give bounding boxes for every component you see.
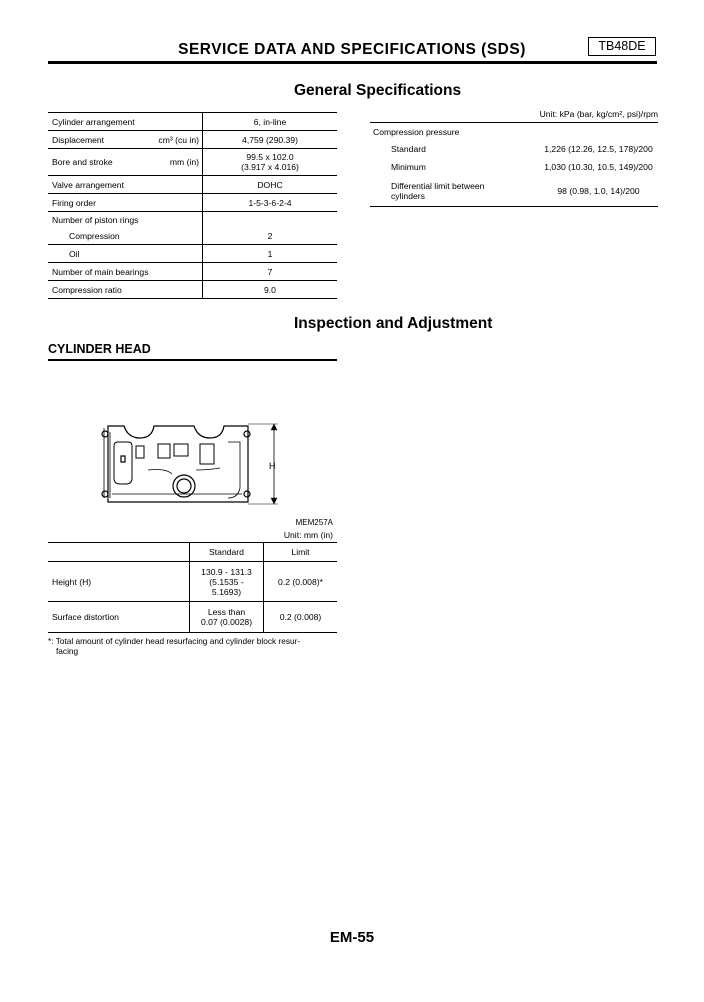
standard-value-cell [190, 602, 264, 633]
spec-unit: cm³ (cu in) [158, 134, 199, 145]
spec-value: 1-5-3-6-2-4 [203, 194, 338, 212]
spec-label: Compression [48, 228, 203, 245]
standard-value: 130.9 - 131.3 [201, 566, 252, 577]
limit-value: 0.2 (0.008)* [264, 562, 338, 602]
general-specifications-heading: General Specifications [294, 82, 462, 99]
table-row [48, 149, 337, 176]
spec-label: Compression ratio [48, 281, 203, 299]
cylinder-head-figure [88, 418, 288, 515]
general-specifications-table [48, 112, 337, 299]
spec-label-cell [48, 149, 203, 176]
footnote [48, 636, 337, 656]
page-header-title: SERVICE DATA AND SPECIFICATIONS (SDS) [178, 41, 526, 58]
compression-label-cell [370, 176, 539, 207]
standard-value: 5.1693) [211, 586, 242, 597]
empty-header-cell [48, 543, 190, 562]
spec-value: 1 [203, 245, 338, 263]
cylinder-head-table [48, 542, 337, 633]
footnote-text: *: Total amount of cylinder head resurfacing and cylinder block resur- [48, 636, 301, 646]
table-row [48, 176, 337, 194]
table-row [48, 281, 337, 299]
table-row [370, 158, 658, 176]
cylinder-head-drawing [88, 418, 288, 510]
standard-value-cell [190, 562, 264, 602]
table-row [370, 141, 658, 158]
table-row [48, 212, 337, 228]
standard-value: 0.07 (0.0028) [200, 617, 253, 627]
compression-value: 98 (0.98, 1.0, 14)/200 [539, 176, 658, 207]
table-row [48, 194, 337, 212]
spec-label: Firing order [48, 194, 203, 212]
page-number: EM-55 [329, 929, 375, 946]
table-row [370, 123, 658, 141]
spec-unit: mm (in) [169, 157, 199, 167]
compression-label-cont: cylinders [391, 190, 425, 201]
spec-value: 4,759 (290.39) [203, 131, 338, 149]
figure-code: MEM257A [295, 518, 333, 527]
compression-label: Differential limit between [391, 180, 485, 191]
compression-unit-label: Unit: kPa (bar, kg/cm², psi)/rpm [539, 109, 658, 119]
height-dimension-label: H [269, 461, 276, 471]
table-row [48, 263, 337, 281]
row-label: Surface distortion [48, 602, 190, 633]
spec-label: Bore and stroke [52, 157, 113, 167]
engine-code-badge: TB48DE [588, 37, 656, 56]
limit-value: 0.2 (0.008) [264, 602, 338, 633]
table-row [48, 245, 337, 263]
table-row [48, 562, 337, 602]
table-row [48, 131, 337, 149]
spec-value [203, 212, 338, 228]
inspection-adjustment-heading: Inspection and Adjustment [294, 315, 493, 332]
compression-value: 1,226 (12.26, 12.5, 178)/200 [544, 144, 653, 154]
table-row [48, 228, 337, 245]
spec-value: 2 [203, 228, 338, 245]
column-header-limit: Limit [264, 543, 338, 562]
compression-value: 1,030 (10.30, 10.5, 149)/200 [544, 161, 653, 172]
spec-value: 6, in-line [203, 113, 338, 131]
table-row [48, 113, 337, 131]
spec-label: Number of piston rings [52, 214, 139, 225]
compression-label: Minimum [391, 161, 426, 172]
spec-value-imperial: (3.917 x 4.016) [241, 162, 299, 172]
spec-value: DOHC [203, 176, 338, 194]
spec-label: Number of main bearings [48, 263, 203, 281]
table-row [48, 602, 337, 633]
spec-label: Oil [48, 245, 203, 263]
spec-label: Displacement [52, 134, 105, 145]
spec-value-cell [203, 149, 338, 176]
spec-label: Valve arrangement [48, 176, 203, 194]
footnote-continuation: facing [56, 646, 79, 656]
compression-pressure-table [370, 122, 658, 207]
table-header-row [48, 543, 337, 562]
column-header-standard: Standard [190, 543, 264, 562]
spec-value: 99.5 x 102.0 [246, 152, 294, 162]
compression-title: Compression pressure [370, 123, 658, 141]
spec-label-cell [48, 131, 203, 149]
cylinder-head-heading: CYLINDER HEAD [48, 342, 151, 356]
cylinder-head-rule [48, 359, 337, 361]
header-rule [48, 61, 657, 64]
standard-value: (5.1535 - [209, 576, 244, 587]
table-row [370, 176, 658, 207]
standard-value: Less than [207, 607, 246, 617]
spec-value: 9.0 [203, 281, 338, 299]
row-label: Height (H) [48, 562, 190, 602]
spec-label: Cylinder arrangement [48, 113, 203, 131]
compression-label: Standard [391, 144, 426, 154]
cylinder-head-unit-label: Unit: mm (in) [283, 530, 333, 540]
spec-value: 7 [203, 263, 338, 281]
